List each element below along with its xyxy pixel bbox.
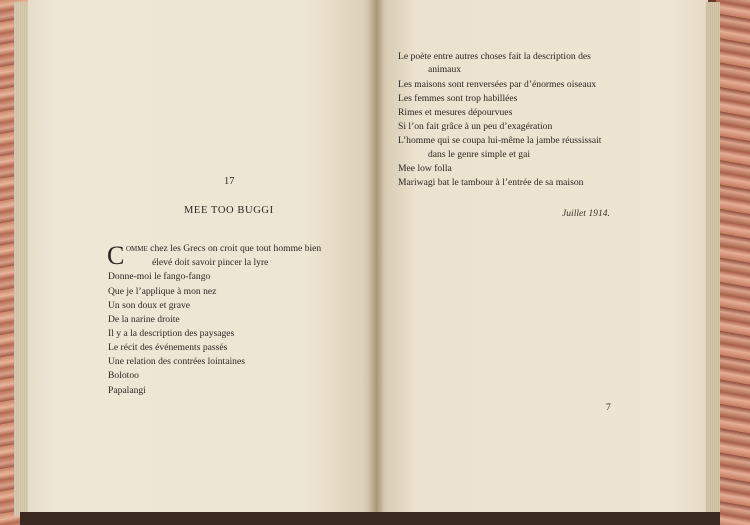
- poem-line: Le poète entre autres choses fait la description des: [398, 51, 591, 62]
- poem-line: élevé doit savoir pincer la lyre: [152, 257, 269, 268]
- page-edges-right: [706, 2, 720, 516]
- poem-line: Donne-moi le fango-fango: [108, 271, 211, 282]
- poem-line: Bolotoo: [108, 370, 139, 381]
- book-gutter: [368, 0, 384, 516]
- poem-line: dans le genre simple et gai: [428, 149, 531, 160]
- poem-title: MEE TOO BUGGI: [184, 205, 274, 216]
- poem-line: Papalangi: [108, 385, 146, 396]
- poem-line: Si l’on fait grâce à un peu d’exagération: [398, 121, 553, 132]
- poem-line: Que je l’applique à mon nez: [108, 286, 217, 297]
- poem-line: Le récit des événements passés: [108, 342, 228, 353]
- first-line-rest: chez les Grecs on croit que tout homme bien: [147, 243, 322, 254]
- poem-line: Il y a la description des paysages: [108, 328, 235, 339]
- poem-first-line: [126, 242, 321, 256]
- poem-line: Les femmes sont trop habillées: [398, 93, 518, 104]
- poem-line: L’homme qui se coupa lui-même la jambe réussissait: [398, 135, 602, 146]
- drop-cap: C: [107, 241, 125, 270]
- page-number: 7: [606, 402, 611, 413]
- poem-date: Juillet 1914.: [562, 208, 610, 219]
- poem-line: animaux: [428, 64, 462, 75]
- poem-line: Les maisons sont renversées par d’énormes oiseaux: [398, 79, 597, 90]
- poem-line: Un son doux et grave: [108, 300, 191, 311]
- poem-line: Mee low folla: [398, 163, 452, 174]
- poem-line: De la narine droite: [108, 314, 180, 325]
- book-cover-right: [716, 0, 750, 525]
- poem-line: Mariwagi bat le tambour à l’entrée de sa maison: [398, 177, 584, 188]
- poem-number: 17: [224, 176, 235, 187]
- first-line-smallcaps: omme: [126, 243, 148, 254]
- book-bottom-edge: [20, 512, 720, 525]
- poem-line: Une relation des contrées lointaines: [108, 356, 245, 367]
- poem-line: Rimes et mesures dépourvues: [398, 107, 513, 118]
